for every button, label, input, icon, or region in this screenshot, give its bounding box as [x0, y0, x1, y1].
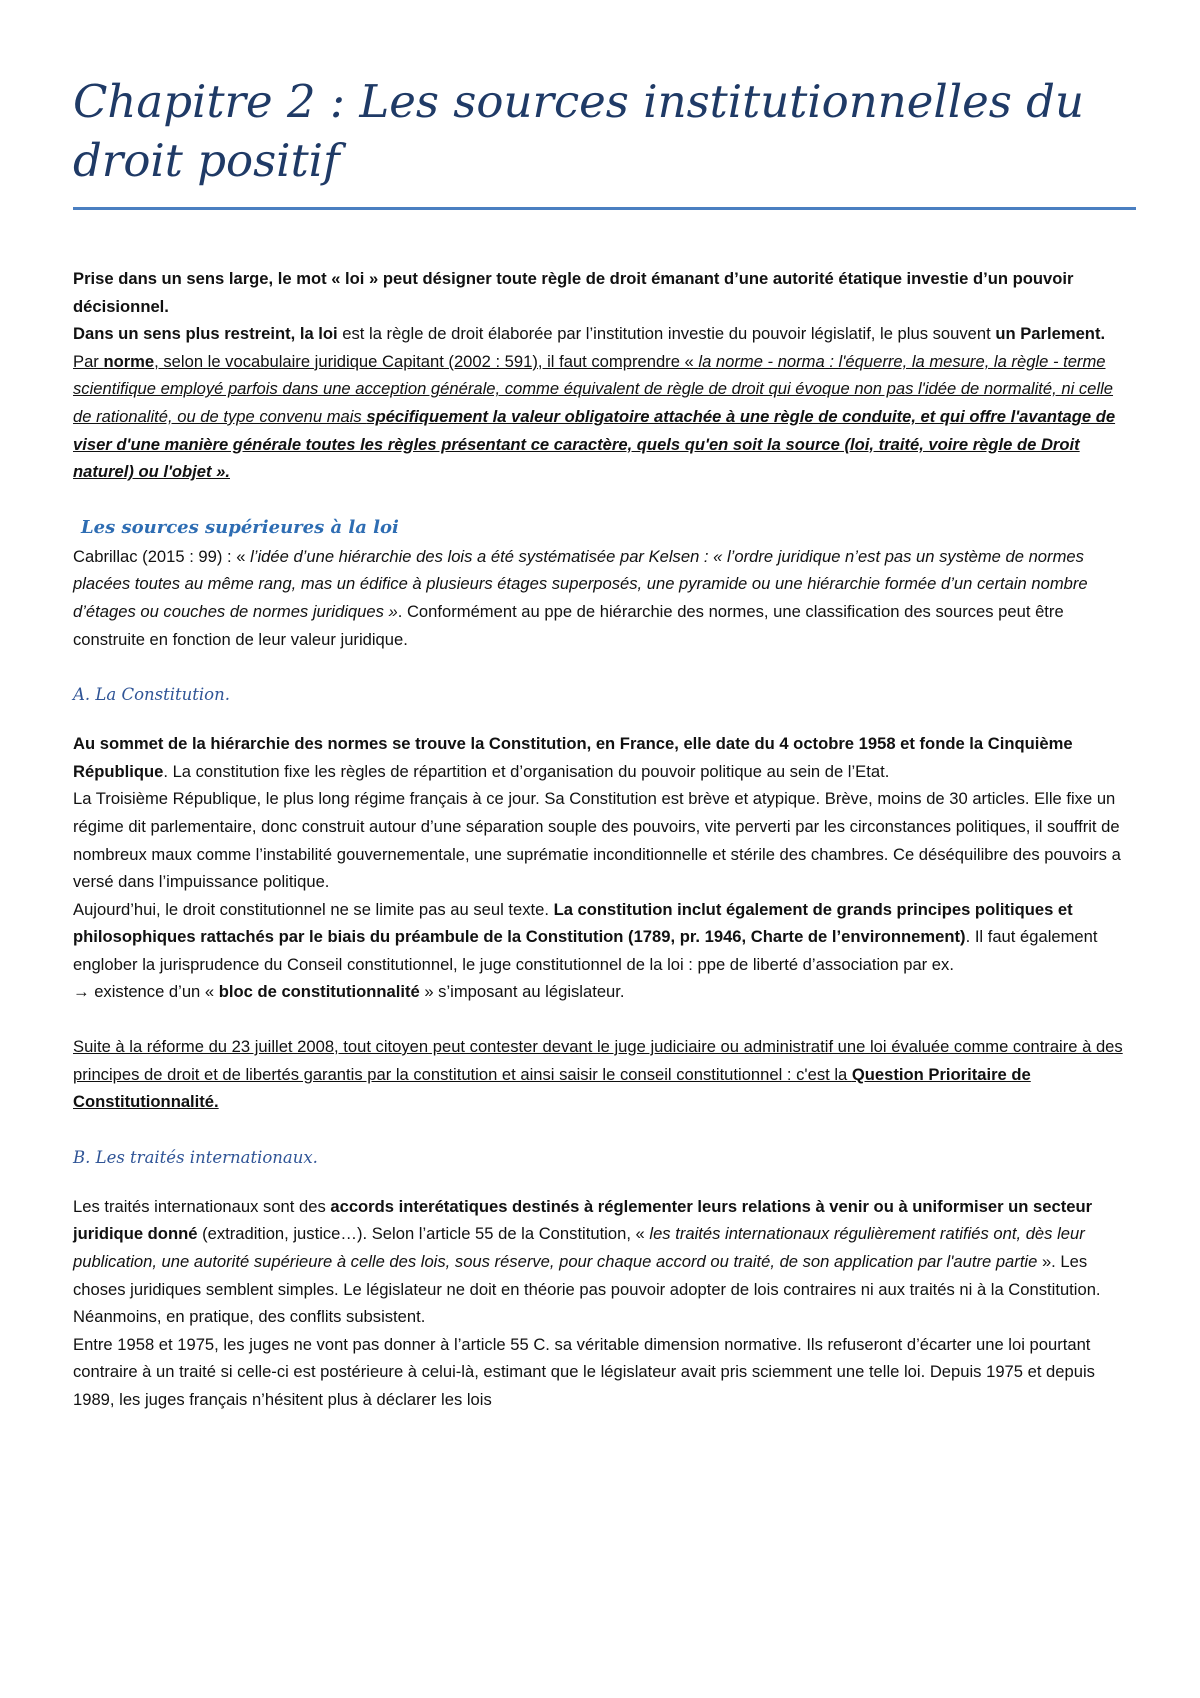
heading-sources-superieures: Les sources supérieures à la loi — [81, 516, 399, 538]
traites-paragraph-2: Entre 1958 et 1975, les juges ne vont pas donner à l’article 55 C. sa véritable dimension normative. Ils refuseront d’écarter une loi pourtant contraire à un traité si celle-ci est postérieure à celui-là, estimant que le législateur avait pris sciemment une telle loi. Depuis 1975 et depuis 1989, les juges français n’hésitent plus à déclarer les lois — [73, 1334, 1095, 1409]
title-block — [73, 72, 1136, 210]
traites-paragraph-1 — [73, 1193, 1136, 1331]
spacer — [73, 710, 1136, 730]
spacer — [73, 1006, 1136, 1033]
constitution-p3-bold: La constitution inclut également de grands principes politiques et philosophiques rattachés par le biais du préambule de la Constitution (1789, pr. 1946, Charte de l’environnement) — [73, 899, 1073, 947]
intro-paragraph-3 — [73, 348, 1136, 486]
intro-p1-text: Prise dans un sens large, le mot « loi » peut désigner toute règle de droit émanant d’une autorité étatique investie d’un pouvoir décisionnel. — [73, 269, 1074, 316]
sup-lead: Cabrillac (2015 : 99) : « — [73, 546, 251, 566]
intro-p3-quote: la norme - norma : l'équerre, la mesure, la règle - terme scientifique employé parfois dans une acception générale, comme équivalent de règle de droit qui évoque non pas l'idée de normalité, ni celle de rationalité, ou de type convenu mais — [73, 351, 1114, 426]
heading-traites: B. Les traités internationaux. — [73, 1147, 318, 1167]
intro-p2-bold: Dans un sens plus restreint, la loi — [73, 324, 338, 344]
traites-p1-lead: Les traités internationaux sont des — [73, 1196, 331, 1216]
sup-paragraph — [73, 543, 1136, 653]
traites-p1-bold: accords interétatiques destinés à réglementer leurs relations à venir ou à uniformiser un secteur juridique donné — [73, 1196, 1093, 1244]
constitution-p1-bold: Au sommet de la hiérarchie des normes se trouve la Constitution, en France, elle date du 4 octobre 1958 et fonde la Cinquième République — [73, 734, 1073, 781]
constitution-p3-rest: . Il faut également englober la jurisprudence du Conseil constitutionnel, le juge constitutionnel de la loi : ppe de liberté d’association par ex. — [73, 927, 1098, 974]
intro-paragraph-2 — [73, 320, 1136, 348]
constitution-p1-rest: . La constitution fixe les règles de répartition et d’organisation du pouvoir politique au sein de l’Etat. — [163, 761, 890, 781]
constitution-paragraph-2: La Troisième République, le plus long régime français à ce jour. Sa Constitution est brève et atypique. Brève, moins de 30 articles. Elle fixe un régime dit parlementaire, donc construit autour d’une séparation souple des pouvoirs, vite perverti par les circonstances politiques, il souffrit de nombreux maux comme l’instabilité gouvernementale, une suprématie inconditionnelle et stérile des chambres. Ce déséquilibre des pouvoirs a versé dans l’impuissance politique. — [73, 789, 1121, 892]
spacer — [73, 1173, 1136, 1193]
constitution-paragraph-qpc — [73, 1033, 1136, 1116]
constitution-paragraph-1 — [73, 730, 1136, 785]
constitution-paragraph-3 — [73, 896, 1136, 979]
constitution-p4-lead: → existence d’un « — [73, 982, 219, 1002]
title-underline — [73, 207, 1136, 210]
constitution-p4-rest: » s’imposant au législateur. — [419, 982, 625, 1002]
constitution-paragraph-4 — [73, 978, 1136, 1006]
document-body — [73, 265, 1136, 1414]
sup-rest: . Conformément au ppe de hiérarchie des normes, une classification des sources peut être construite en fonction de leur valeur juridique. — [73, 601, 1064, 649]
traites-p1-quote: les traités internationaux régulièrement ratifiés ont, dès leur publication, une autorité supérieure à celle des lois, sous réserve, pour chaque accord ou traité, de son application par l'autre partie — [73, 1224, 1085, 1272]
qpc-lead: Suite à la réforme du 23 juillet 2008, tout citoyen peut contester devant le juge judiciaire ou administratif une loi évaluée comme contraire à des principes de droit et de libertés garantis par la constitution et ainsi saisir le conseil constitutionnel : c'est la — [73, 1037, 1123, 1084]
spacer — [73, 1116, 1136, 1143]
intro-p3-quote-bold: spécifiquement la valeur obligatoire attachée à une règle de conduite, et qui offre l'avantage de viser d'une manière générale toutes les règles présentant ce caractère, quels qu'en soit la source (loi, traité, voire règle de Droit naturel) ou l'objet ». — [73, 406, 1116, 482]
page-title: Chapitre 2 : Les sources institutionnelles du droit positif — [73, 75, 1084, 187]
traites-p1-mid: (extradition, justice…). Selon l’article 55 de la Constitution, « — [197, 1224, 650, 1244]
intro-p2-text: est la règle de droit élaborée par l’institution investie du pouvoir législatif, le plus souvent — [337, 324, 996, 344]
traites-p1-rest: ». Les choses juridiques semblent simples. Le législateur ne doit en théorie pas pouvoir adopter de lois contraires ni aux traités ni à la Constitution. Néanmoins, en pratique, des conflits subsistent. — [73, 1252, 1101, 1327]
spacer — [73, 486, 1136, 513]
qpc-bold: Question Prioritaire de Constitutionnalité. — [73, 1064, 1031, 1112]
constitution-p4-bold: bloc de constitutionnalité — [218, 982, 420, 1002]
intro-p2-bold-end: un Parlement. — [995, 324, 1106, 344]
intro-p3-bold: norme — [103, 351, 155, 371]
spacer — [73, 653, 1136, 680]
constitution-p3-lead: Aujourd’hui, le droit constitutionnel ne se limite pas au seul texte. — [73, 899, 554, 919]
intro-p3-mid: , selon le vocabulaire juridique Capitant (2002 : 591), il faut comprendre « — [154, 351, 699, 371]
intro-paragraph-1 — [73, 265, 1136, 320]
heading-constitution: A. La Constitution. — [73, 685, 230, 705]
sup-quote: l’idée d’une hiérarchie des lois a été systématisée par Kelsen : « l’ordre juridique n’est pas un système de normes placées toutes au même rang, mas un édifice à plusieurs étages superposés, une pyramide ou une hiérarchie formée d’un certain nombre d’étages ou couches de normes juridiques » — [73, 546, 1088, 621]
intro-p3-lead: Par — [73, 351, 104, 371]
